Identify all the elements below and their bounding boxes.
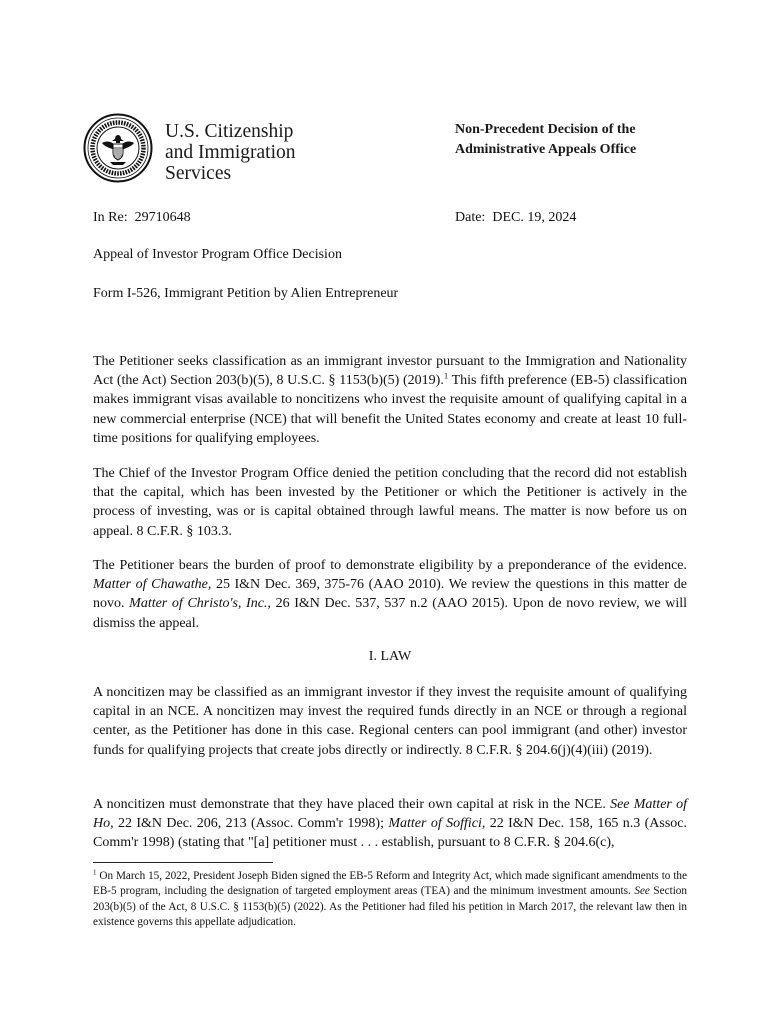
footnote-reference: 1	[443, 370, 449, 381]
agency-line-2: and Immigration	[165, 142, 296, 163]
paragraph-5-text-a: A noncitizen must demonstrate that they have placed their own capital at risk in the NCE.	[93, 797, 611, 812]
paragraph-1-text-b: This fifth preference (EB-5) classification makes immigrant visas available to noncitizens who invest the requisite amount of qualifying capital in a new commercial enterprise (NCE) that will benefit the United States economy and create at least 10 full-time positions for qualifying employees.	[93, 373, 687, 446]
case-citation-ho: See Matter of Ho,	[93, 797, 688, 832]
decision-type	[455, 120, 636, 160]
paragraph-1-text-a: The Petitioner seeks classification as an immigrant investor pursuant to the Immigration and Nationality Act (the Act) Section 203(b)(5), 8 U.S.C. § 1153(b)(5) (2019).	[93, 354, 687, 389]
footnote-divider	[93, 862, 273, 863]
paragraph-4: A noncitizen may be classified as an immigrant investor if they invest the requisite amount of qualifying capital in an NCE. A noncitizen may invest the required funds directly in an NCE or through a regional center, as the Petitioner has done in this case. Regional centers can pool immigrant (and other) investor funds for qualifying projects that create jobs directly or indirectly. 8 C.F.R. § 204.6(j)(4)(iii) (2019).	[93, 685, 687, 758]
footnote	[93, 869, 687, 931]
case-citation-soffici: Matter of Soffici,	[388, 816, 486, 832]
appeal-line: Appeal of Investor Program Office Decision	[93, 247, 342, 262]
receipt-number: 29710648	[134, 210, 191, 225]
paragraph-3-text-b: 25 I&N Dec. 369, 375-76 (AAO 2010). We review the questions in this matter de novo.	[93, 577, 687, 612]
paragraph-5-text-c: 22 I&N Dec. 158, 165 n.3 (Assoc. Comm'r 1998) (stating that "[a] petitioner must . . . establish, pursuant to 8 C.F.R. § 204.6(c),	[93, 816, 688, 851]
footnote-text-b: Section 203(b)(5) of the Act, 8 U.S.C. § 1153(b)(5) (2022). As the Petitioner had filed his petition in March 2017, the relevant law then in existence governs this appellate adjudication.	[93, 885, 687, 929]
agency-line-1: U.S. Citizenship	[165, 121, 294, 142]
footnote-mark: 1	[93, 868, 97, 877]
date-label: Date:	[455, 210, 486, 225]
agency-line-3: Services	[165, 163, 232, 184]
form-line: Form I-526, Immigrant Petition by Alien Entrepreneur	[93, 286, 399, 301]
footnote-text-a: On March 15, 2022, President Joseph Biden signed the EB-5 Reform and Integrity Act, which made significant amendments to the EB-5 program, including the designation of targeted employment areas (TEA) and the minimum investment amounts.	[93, 870, 687, 898]
footnote-see-signal: See	[634, 885, 650, 898]
paragraph-5-text-b: 22 I&N Dec. 206, 213 (Assoc. Comm'r 1998);	[113, 816, 389, 832]
paragraph-3-text-a: The Petitioner bears the burden of proof to demonstrate eligibility by a preponderance of the evidence.	[93, 558, 687, 573]
decision-type-line-2: Administrative Appeals Office	[455, 142, 637, 157]
dhs-seal-icon	[83, 113, 153, 183]
case-citation-christos: Matter of Christo's, Inc.,	[129, 596, 271, 612]
decision-type-line-1: Non-Precedent Decision of the	[455, 122, 636, 137]
in-re-line	[93, 209, 191, 227]
paragraph-1	[93, 352, 687, 448]
paragraph-3-text-c: 26 I&N Dec. 537, 537 n.2 (AAO 2015). Upon de novo review, we will dismiss the appeal.	[93, 596, 688, 631]
paragraph-2: The Chief of the Investor Program Office denied the petition concluding that the record did not establish that the capital, which has been invested by the Petitioner or which the Petitioner is actively in the process of investing, was or is capital obtained through lawful means. The matter is now before us on appeal. 8 C.F.R. § 103.3.	[93, 466, 687, 539]
case-citation-chawathe: Matter of Chawathe,	[93, 577, 212, 593]
date-line	[455, 209, 576, 227]
decision-date: DEC. 19, 2024	[492, 210, 577, 225]
agency-name	[165, 121, 296, 184]
section-heading: I. LAW	[368, 649, 412, 664]
in-re-label: In Re:	[93, 210, 128, 225]
paragraph-3	[93, 556, 687, 633]
paragraph-5	[93, 795, 687, 853]
